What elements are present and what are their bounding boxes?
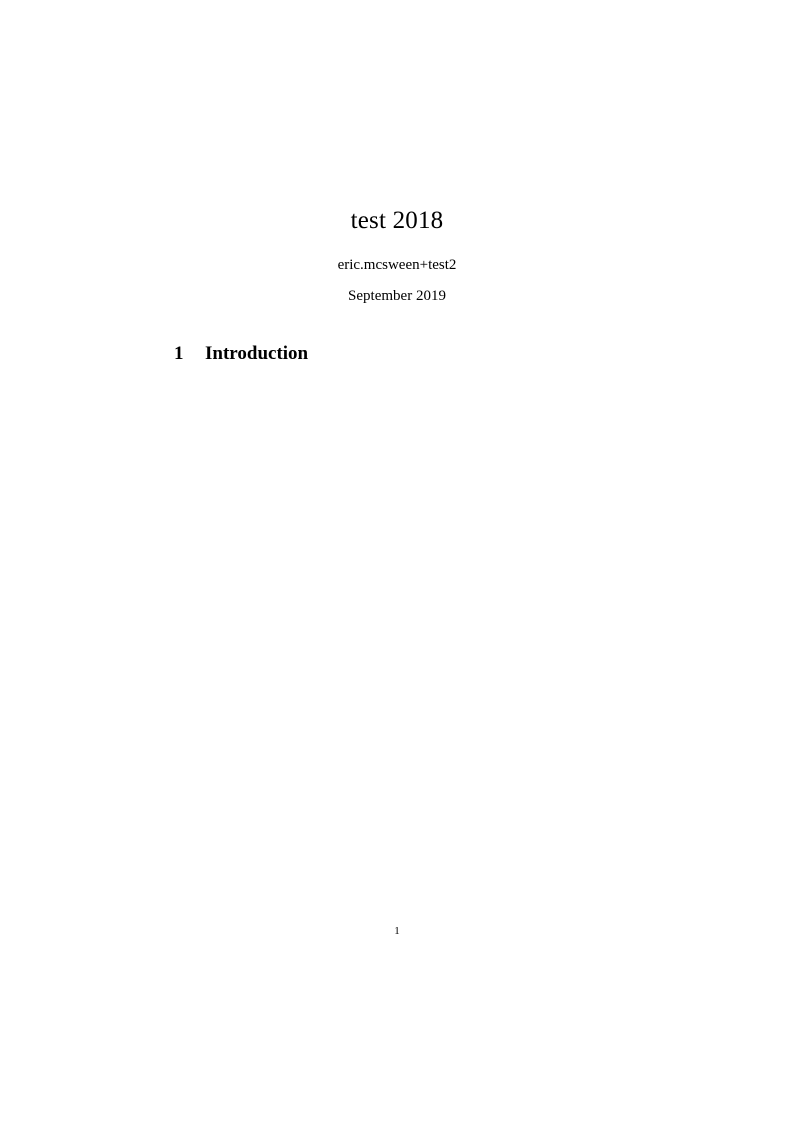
document-title: test 2018 (350, 207, 444, 234)
section-heading-introduction (174, 342, 308, 366)
document-date: September 2019 (348, 288, 446, 304)
section-number: 1 (174, 343, 184, 364)
title-block (0, 205, 794, 305)
page-number: 1 (394, 925, 400, 937)
document-author: eric.mcsween+test2 (337, 257, 457, 273)
section-title: Introduction (205, 343, 309, 364)
section-body-introduction (174, 380, 620, 900)
